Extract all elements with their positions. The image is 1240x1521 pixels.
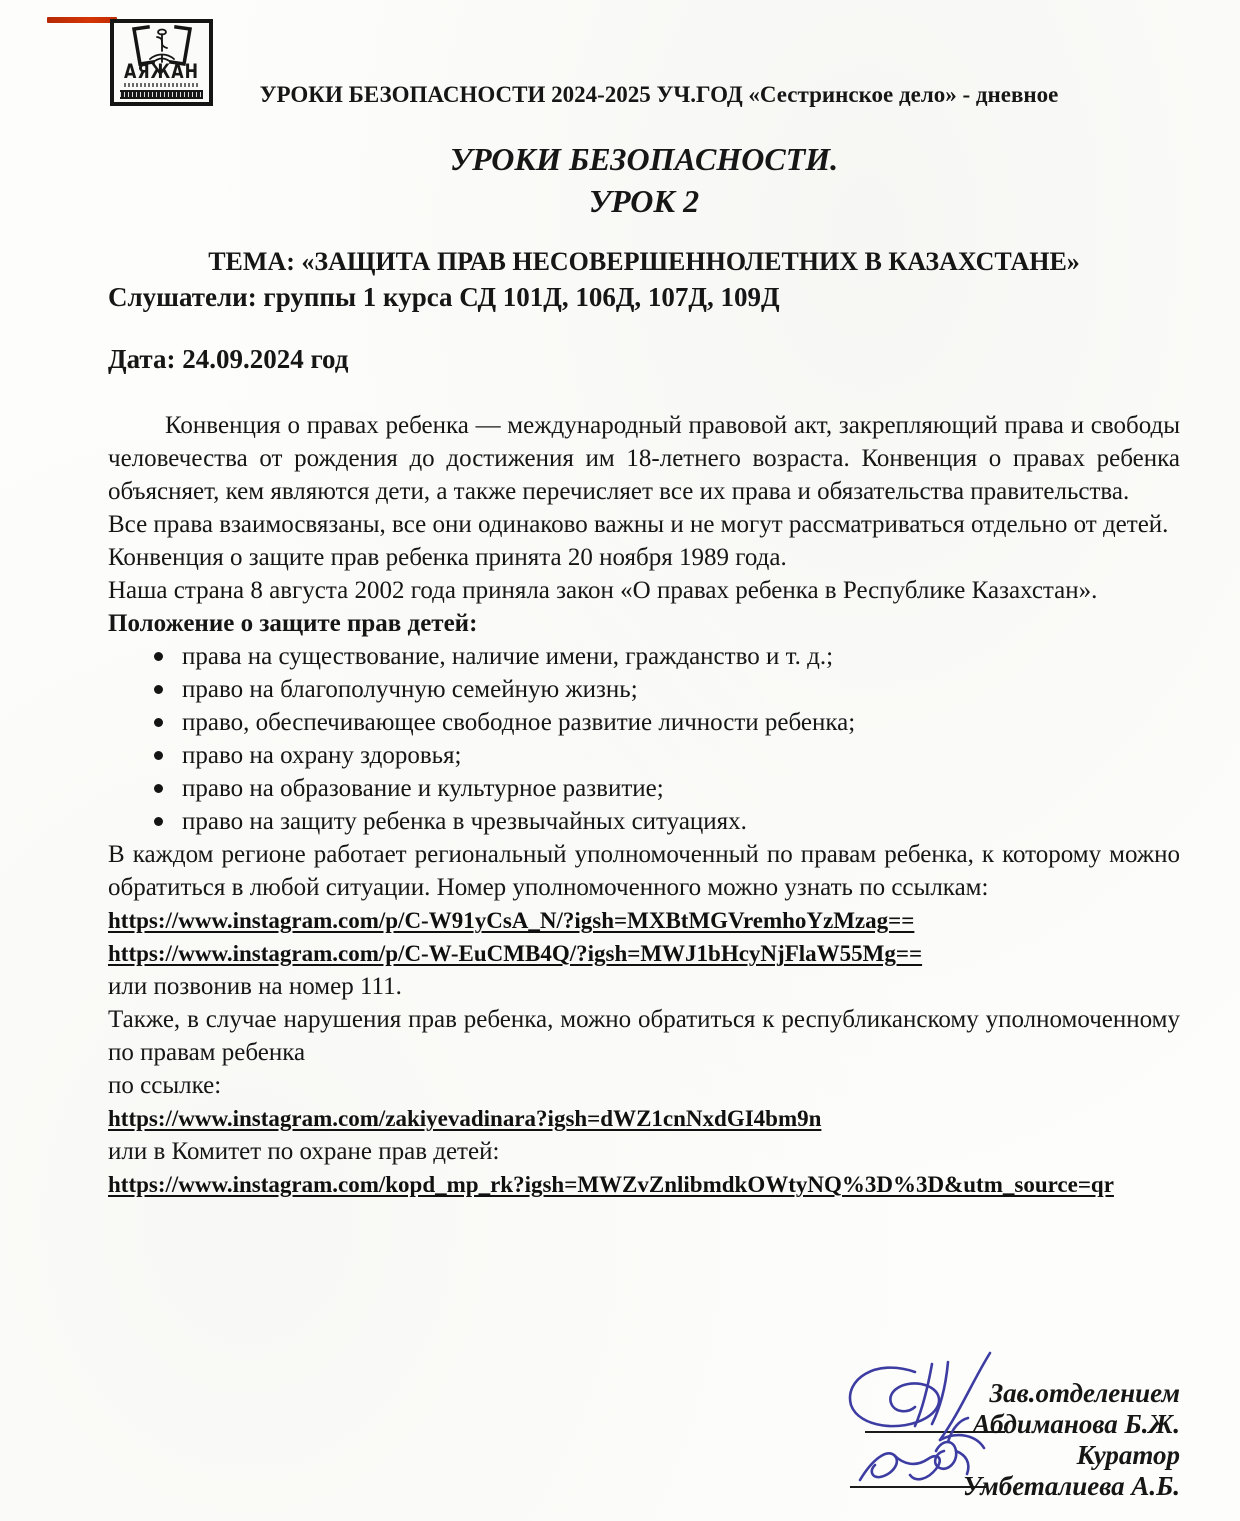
list-item bbox=[108, 640, 1180, 673]
signature-captions bbox=[963, 1378, 1180, 1502]
instagram-link-4[interactable]: https://www.instagram.com/kopd_mp_rk?igsh=MWZvZnlibmdkOWtyNQ%3D%3D&utm_source=qr bbox=[108, 1172, 1114, 1197]
document-body bbox=[108, 409, 1180, 1201]
paragraph-intro: Конвенция о правах ребенка — международный правовой акт, закрепляющий права и свободы человечества от рождения до достижения им 18-летнего возраста. Конвенция о правах ребенка объясняет, кем являются дети, а также перечисляет все их права и обязательства правительства. bbox=[108, 412, 1180, 505]
list-item bbox=[108, 805, 1180, 838]
rights-list bbox=[108, 640, 1180, 838]
bullet-text: право, обеспечивающее свободное развитие личности ребенка; bbox=[182, 709, 856, 736]
paragraph-phone: или позвонив на номер 111. bbox=[108, 973, 402, 1000]
bullet-text: право на образование и культурное развитие; bbox=[182, 775, 664, 802]
document-title bbox=[108, 138, 1180, 222]
list-item bbox=[108, 739, 1180, 772]
bullet-text: право на благополучную семейную жизнь; bbox=[182, 676, 638, 703]
bullet-text: право на охрану здоровья; bbox=[182, 742, 462, 769]
list-item bbox=[108, 706, 1180, 739]
date-line: Дата: 24.09.2024 год bbox=[108, 344, 349, 374]
title-line-2: УРОК 2 bbox=[588, 183, 700, 219]
signature-umbetalieva bbox=[860, 1418, 968, 1480]
paragraph-republic: Также, в случае нарушения прав ребенка, можно обратиться к республиканскому уполномоченному по правам ребенка bbox=[108, 1006, 1180, 1066]
header-note: УРОКИ БЕЗОПАСНОСТИ 2024-2025 УЧ.ГОД «Сестринское дело» - дневное bbox=[259, 82, 1059, 107]
instagram-link-1[interactable]: https://www.instagram.com/p/C-W91yCsA_N/?igsh=MXBtMGVremhoYzMzag== bbox=[108, 908, 915, 933]
paragraph-by-link: по ссылке: bbox=[108, 1072, 222, 1099]
logo-name: АЯЖАН bbox=[123, 60, 200, 83]
red-scan-mark bbox=[47, 17, 117, 23]
listeners-line: Слушатели: группы 1 курса СД 101Д, 106Д, 107Д, 109Д bbox=[108, 282, 780, 312]
instagram-link-2[interactable]: https://www.instagram.com/p/C-W-EuCMB4Q/?igsh=MWJ1bHcyNjFlaW55Mg== bbox=[108, 941, 923, 966]
signature-role-2: Куратор bbox=[1076, 1440, 1180, 1470]
paragraph-convention-1989: Конвенция о защите прав ребенка принята 20 ноября 1989 года. bbox=[108, 544, 787, 571]
bullet-text: право на защиту ребенка в чрезвычайных ситуациях. bbox=[182, 808, 747, 835]
paragraph-committee: или в Комитет по охране прав детей: bbox=[108, 1138, 500, 1165]
bullet-text: права на существование, наличие имени, гражданство и т. д.; bbox=[182, 643, 834, 670]
instagram-link-3[interactable]: https://www.instagram.com/zakiyevadinara?igsh=dWZ1cnNxdGI4bm9n bbox=[108, 1106, 822, 1131]
theme-line: ТЕМА: «ЗАЩИТА ПРАВ НЕСОВЕРШЕННОЛЕТНИХ В КАЗАХСТАНЕ» bbox=[208, 247, 1080, 276]
signature-name-1: Абдиманова Б.Ж. bbox=[972, 1409, 1180, 1439]
paragraph-interlinked: Все права взаимосвязаны, все они одинаково важны и не могут рассматриваться отдельно от детей. bbox=[108, 511, 1169, 538]
list-item bbox=[108, 673, 1180, 706]
title-line-1: УРОКИ БЕЗОПАСНОСТИ. bbox=[449, 141, 839, 177]
paragraph-law-2002: Наша страна 8 августа 2002 года приняла закон «О правах ребенка в Республике Казахстан». bbox=[108, 577, 1098, 604]
rights-heading: Положение о защите прав детей: bbox=[108, 610, 478, 637]
paragraph-ombudsman: В каждом регионе работает региональный уполномоченный по правам ребенка, к которому можно обратиться в любой ситуации. Номер уполномоченного можно узнать по ссылкам: bbox=[108, 841, 1180, 901]
list-item bbox=[108, 772, 1180, 805]
signature-name-2: Умбеталиева А.Б. bbox=[962, 1471, 1180, 1501]
signature-role-1: Зав.отделением bbox=[989, 1378, 1180, 1408]
